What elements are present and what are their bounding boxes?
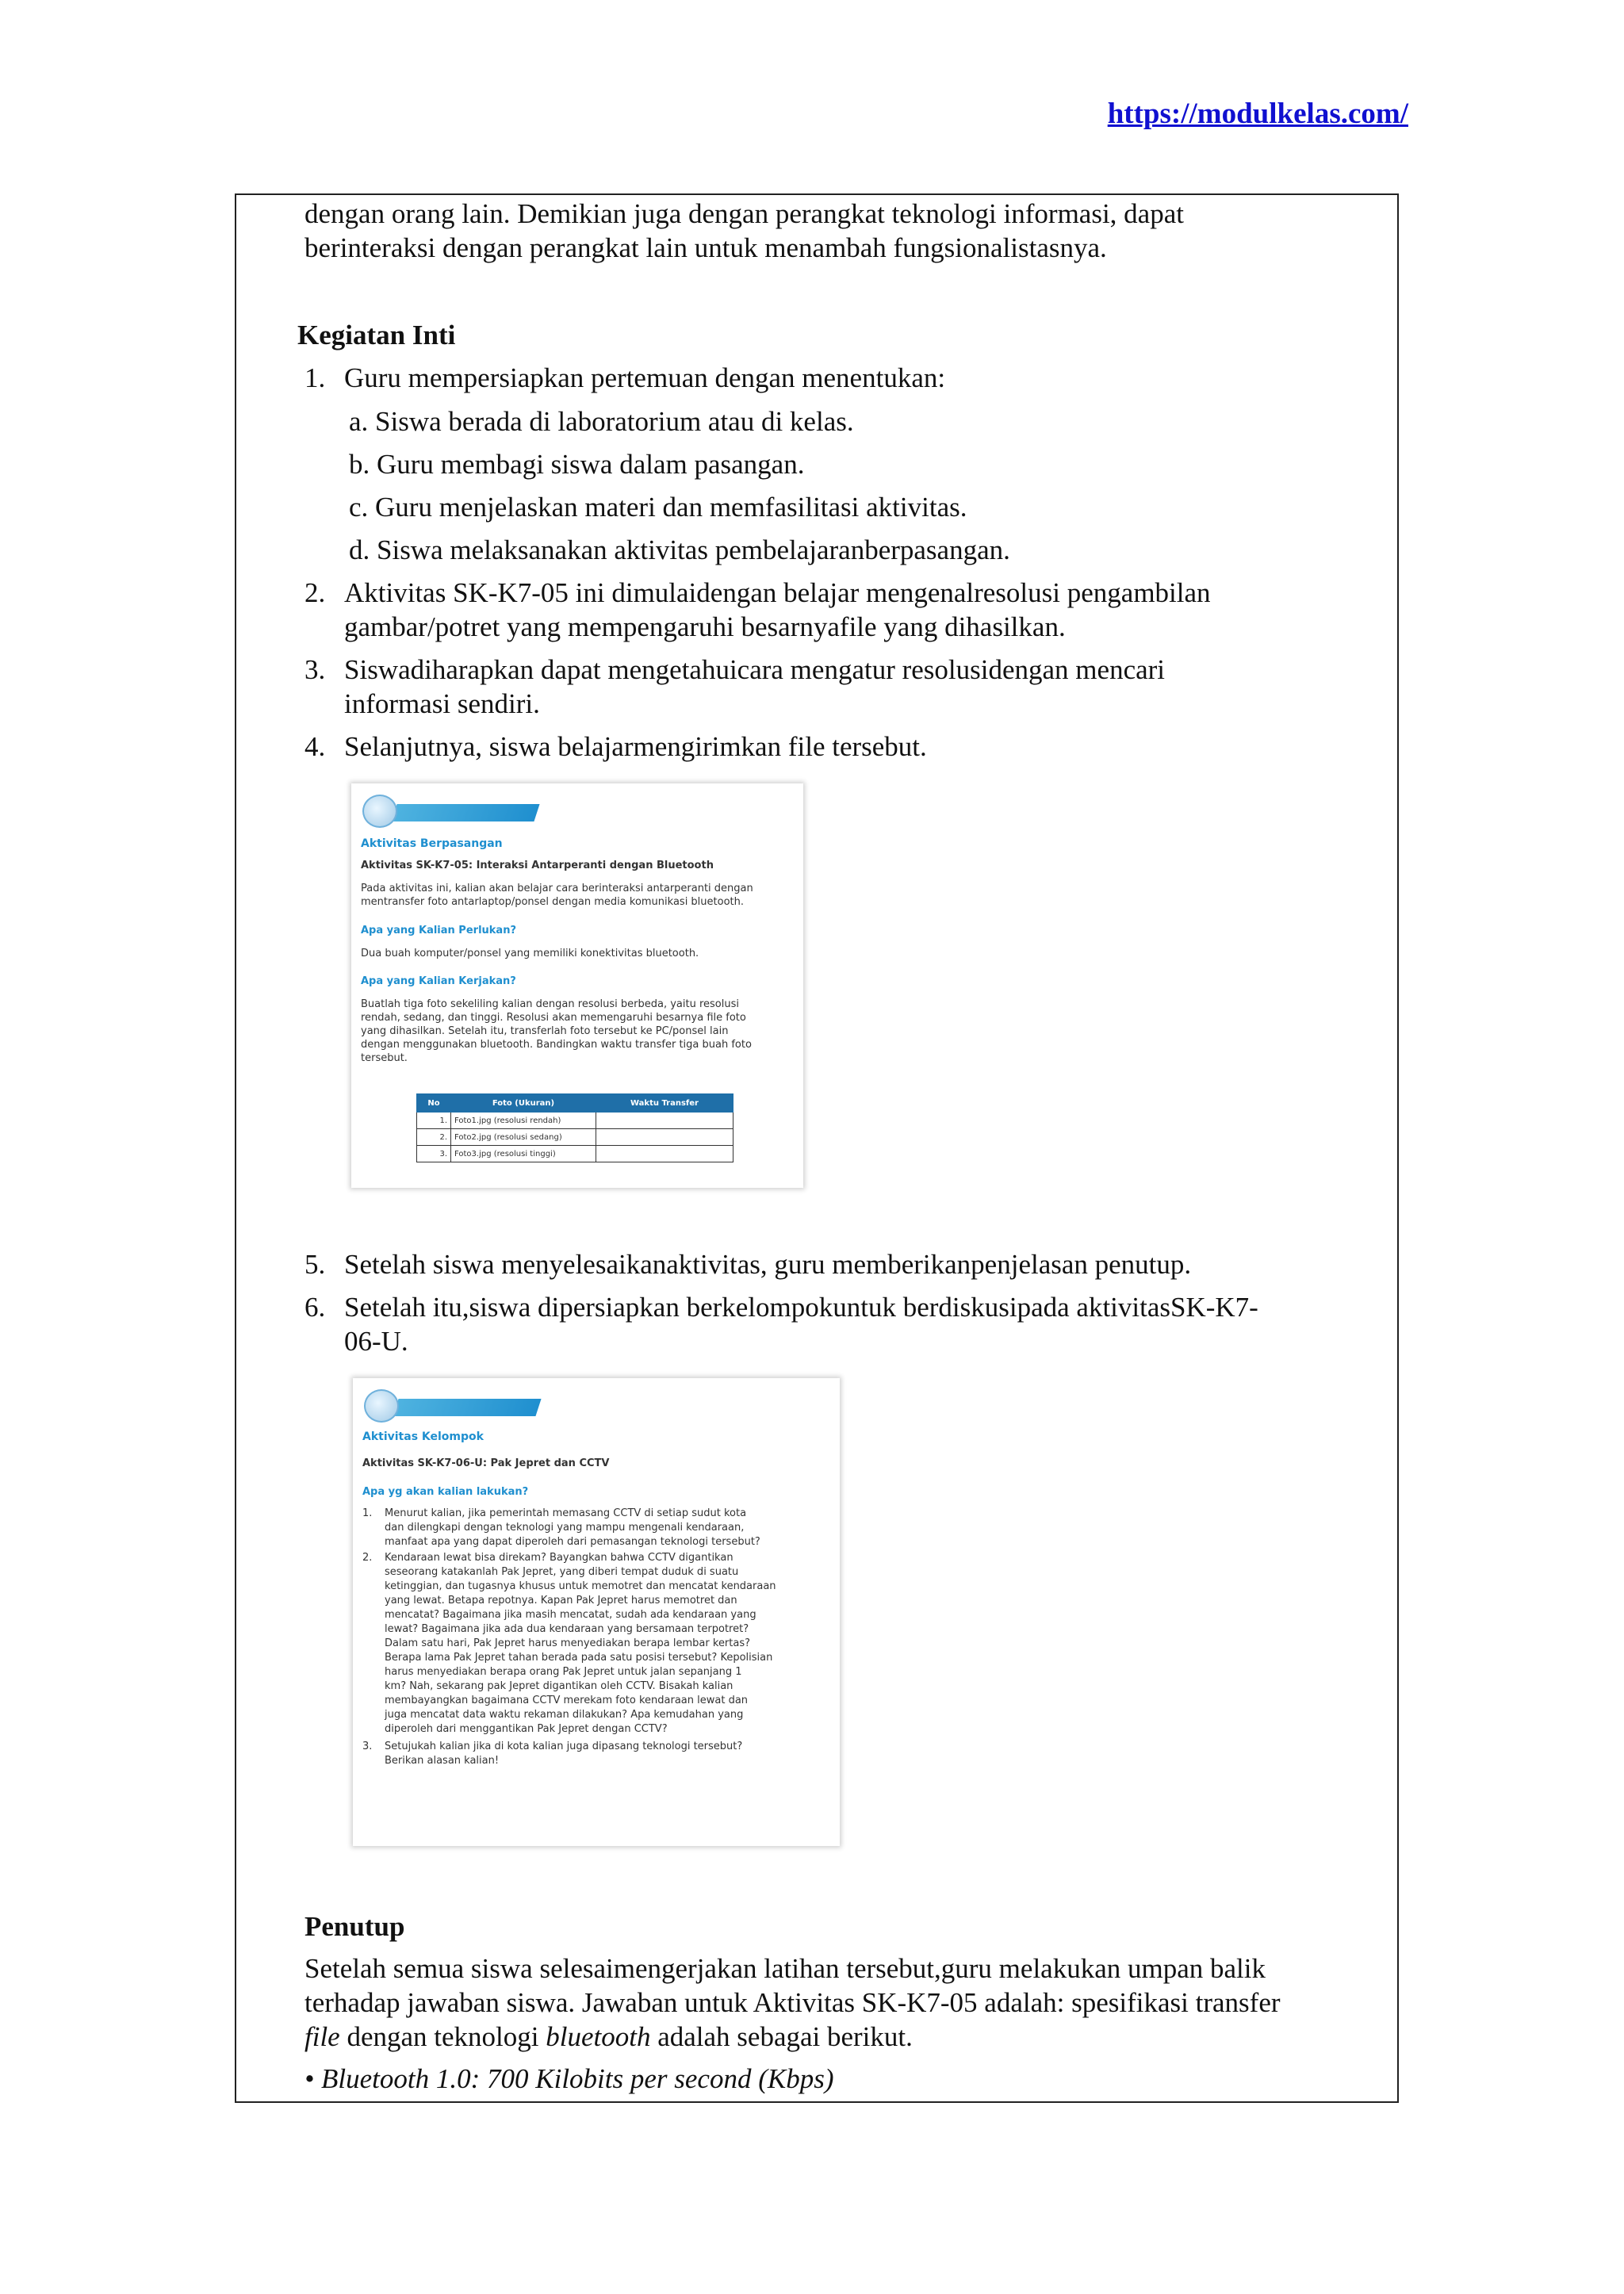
table-header-foto: Foto (Ukuran) [451,1094,596,1113]
figure2-item-2-line-9: harus menyediakan berapa orang Pak Jepret untuk jalan sepanjang 1 [385,1666,742,1678]
table-cell-waktu [596,1146,733,1162]
figure2-item-3-number: 3. [362,1741,373,1752]
sub-item-c: c. Guru menjelaskan materi dan memfasilitasi aktivitas. [349,492,967,523]
figure2-question: Apa yg akan kalian lakukan? [362,1486,529,1498]
table-cell-waktu [596,1113,733,1129]
table-row [417,1146,733,1162]
item-4-text: Selanjutnya, siswa belajarmengirimkan file tersebut. [344,731,927,762]
item-6-line-2: 06-U. [344,1326,408,1357]
figure2-item-1-number: 1. [362,1507,373,1519]
figure2-item-2-line-12: juga mencatat data waktu rekaman dilakukan? Apa kemudahan yang [385,1709,744,1721]
figure1-intro-line-2: mentransfer foto antarlaptop/ponsel dengan media komunikasi bluetooth. [361,896,745,908]
item-4-number: 4. [304,731,326,762]
figure1-answer-2-line-4: dengan menggunakan bluetooth. Bandingkan waktu transfer tiga buah foto [361,1039,752,1051]
penutup-line-2: terhadap jawaban siswa. Jawaban untuk Aktivitas SK-K7-05 adalah: spesifikasi transfer [304,1987,1281,2018]
table-cell-no: 3. [417,1146,451,1162]
intro-line-1: dengan orang lain. Demikian juga dengan perangkat teknologi informasi, dapat [304,198,1184,229]
penutup-bullet-bluetooth-1: • Bluetooth 1.0: 700 Kilobits per second (Kbps) [304,2063,834,2094]
table-row [417,1129,733,1146]
figure2-item-3-line-1: Setujukah kalian jika di kota kalian juga dipasang teknologi tersebut? [385,1741,743,1752]
table-header-waktu: Waktu Transfer [596,1094,733,1113]
figure2-item-2-line-1: Kendaraan lewat bisa direkam? Bayangkan bahwa CCTV digantikan [385,1552,733,1564]
activity-badge-icon [364,1389,399,1423]
penutup-line-3-end: adalah sebagai berikut. [650,2021,913,2052]
sub-item-b: b. Guru membagi siswa dalam pasangan. [349,449,805,480]
figure2-item-2-line-7: Dalam satu hari, Pak Jepret harus menyediakan berapa lembar kertas? [385,1637,751,1649]
item-2-line-2: gambar/potret yang mempengaruhi besarnyafile yang dihasilkan. [344,611,1066,642]
figure1-answer-2-line-2: rendah, sedang, dan tinggi. Resolusi akan memengaruhi besarnya file foto [361,1012,746,1024]
figure-aktivitas-kelompok [353,1378,840,1846]
figure2-item-2-number: 2. [362,1552,373,1564]
figure2-item-2-line-3: ketinggian, dan tugasnya khusus untuk memotret dan mencatat kendaraan [385,1580,776,1592]
figure2-title: Aktivitas Kelompok [362,1430,484,1443]
penutup-line-1: Setelah semua siswa selesaimengerjakan latihan tersebut,guru melakukan umpan balik [304,1953,1266,1984]
penutup-bluetooth-word: bluetooth [546,2021,651,2052]
figure1-title: Aktivitas Berpasangan [361,837,503,850]
sub-item-d: d. Siswa melaksanakan aktivitas pembelajaranberpasangan. [349,534,1010,565]
item-5-number: 5. [304,1249,326,1280]
figure2-item-3-line-2: Berikan alasan kalian! [385,1755,500,1767]
figure2-item-2-line-11: membayangkan bagaimana CCTV merekam foto kendaraan lewat dan [385,1695,749,1706]
figure1-subtitle: Aktivitas SK-K7-05: Interaksi Antarperanti dengan Bluetooth [361,860,714,871]
table-cell-foto: Foto3.jpg (resolusi tinggi) [451,1146,596,1162]
figure1-question-2: Apa yang Kalian Kerjakan? [361,975,516,987]
table-cell-foto: Foto1.jpg (resolusi rendah) [451,1113,596,1129]
figure2-item-1-line-3: manfaat apa yang dapat diperoleh dari pemasangan teknologi tersebut? [385,1536,760,1548]
intro-line-2: berinteraksi dengan perangkat lain untuk menambah fungsionalistasnya. [304,232,1107,263]
figure1-intro-line-1: Pada aktivitas ini, kalian akan belajar cara berinteraksi antarperanti dengan [361,883,753,894]
table-cell-waktu [596,1129,733,1146]
figure-aktivitas-berpasangan [351,783,803,1188]
table-header-row [417,1094,733,1113]
activity-badge-icon [362,795,397,828]
figure2-item-2-line-5: mencatat? Bagaimana jika masih mencatat, sudah ada kendaraan yang [385,1609,756,1621]
item-2-line-1: Aktivitas SK-K7-05 ini dimulaidengan belajar mengenalresolusi pengambilan [344,577,1211,608]
penutup-line-3 [304,2020,913,2054]
header-url-link[interactable]: https://modulkelas.com/ [1107,98,1408,130]
figure1-answer-2-line-5: tersebut. [361,1052,408,1064]
item-3-line-2: informasi sendiri. [344,688,540,719]
table-cell-no: 2. [417,1129,451,1146]
penutup-file-word: file [304,2021,340,2052]
item-3-number: 3. [304,654,326,685]
item-5-text: Setelah siswa menyelesaikanaktivitas, guru memberikanpenjelasan penutup. [344,1249,1192,1280]
figure1-transfer-table [416,1093,733,1162]
item-1-text: Guru mempersiapkan pertemuan dengan menentukan: [344,362,946,393]
table-row [417,1113,733,1129]
figure2-item-2-line-6: lewat? Bagaimana jika ada dua kendaraan yang bersamaan terpotret? [385,1623,749,1635]
figure2-item-2-line-8: Berapa lama Pak Jepret tahan berada pada satu posisi tersebut? Kepolisian [385,1652,773,1664]
item-1-number: 1. [304,362,326,393]
figure2-item-1-line-1: Menurut kalian, jika pemerintah memasang CCTV di setiap sudut kota [385,1507,747,1519]
sub-item-a: a. Siswa berada di laboratorium atau di kelas. [349,406,854,437]
table-cell-no: 1. [417,1113,451,1129]
item-6-line-1: Setelah itu,siswa dipersiapkan berkelompokuntuk berdiskusipada aktivitasSK-K7- [344,1292,1258,1323]
figure2-subtitle: Aktivitas SK-K7-06-U: Pak Jepret dan CCTV [362,1457,610,1469]
penutup-line-3-middle: dengan teknologi [339,2021,546,2052]
penutup-heading: Penutup [304,1911,405,1942]
item-2-number: 2. [304,577,326,608]
figure1-answer-2-line-1: Buatlah tiga foto sekeliling kalian dengan resolusi berbeda, yaitu resolusi [361,998,739,1010]
item-3-line-1: Siswadiharapkan dapat mengetahuicara mengatur resolusidengan mencari [344,654,1166,685]
figure2-item-2-line-13: diperoleh dari menggantikan Pak Jepret dengan CCTV? [385,1723,668,1735]
figure2-item-2-line-10: km? Nah, sekarang pak Jepret digantikan oleh CCTV. Bisakah kalian [385,1680,733,1692]
figure2-item-2-line-2: seseorang katakanlah Pak Jepret, yang diberi tempat duduk di suatu [385,1566,739,1578]
figure1-question-1: Apa yang Kalian Perlukan? [361,925,516,936]
kegiatan-inti-heading: Kegiatan Inti [297,320,456,350]
item-6-number: 6. [304,1292,326,1323]
table-header-no: No [417,1094,451,1113]
figure2-item-1-line-2: dan dilengkapi dengan teknologi yang mampu mengenali kendaraan, [385,1522,745,1534]
figure2-item-2-line-4: yang lewat. Betapa repotnya. Kapan Pak Jepret harus memotret dan [385,1595,737,1607]
figure1-answer-2-line-3: yang dihasilkan. Setelah itu, transferlah foto tersebut ke PC/ponsel lain [361,1025,729,1037]
table-cell-foto: Foto2.jpg (resolusi sedang) [451,1129,596,1146]
figure1-answer-1: Dua buah komputer/ponsel yang memiliki konektivitas bluetooth. [361,948,699,959]
